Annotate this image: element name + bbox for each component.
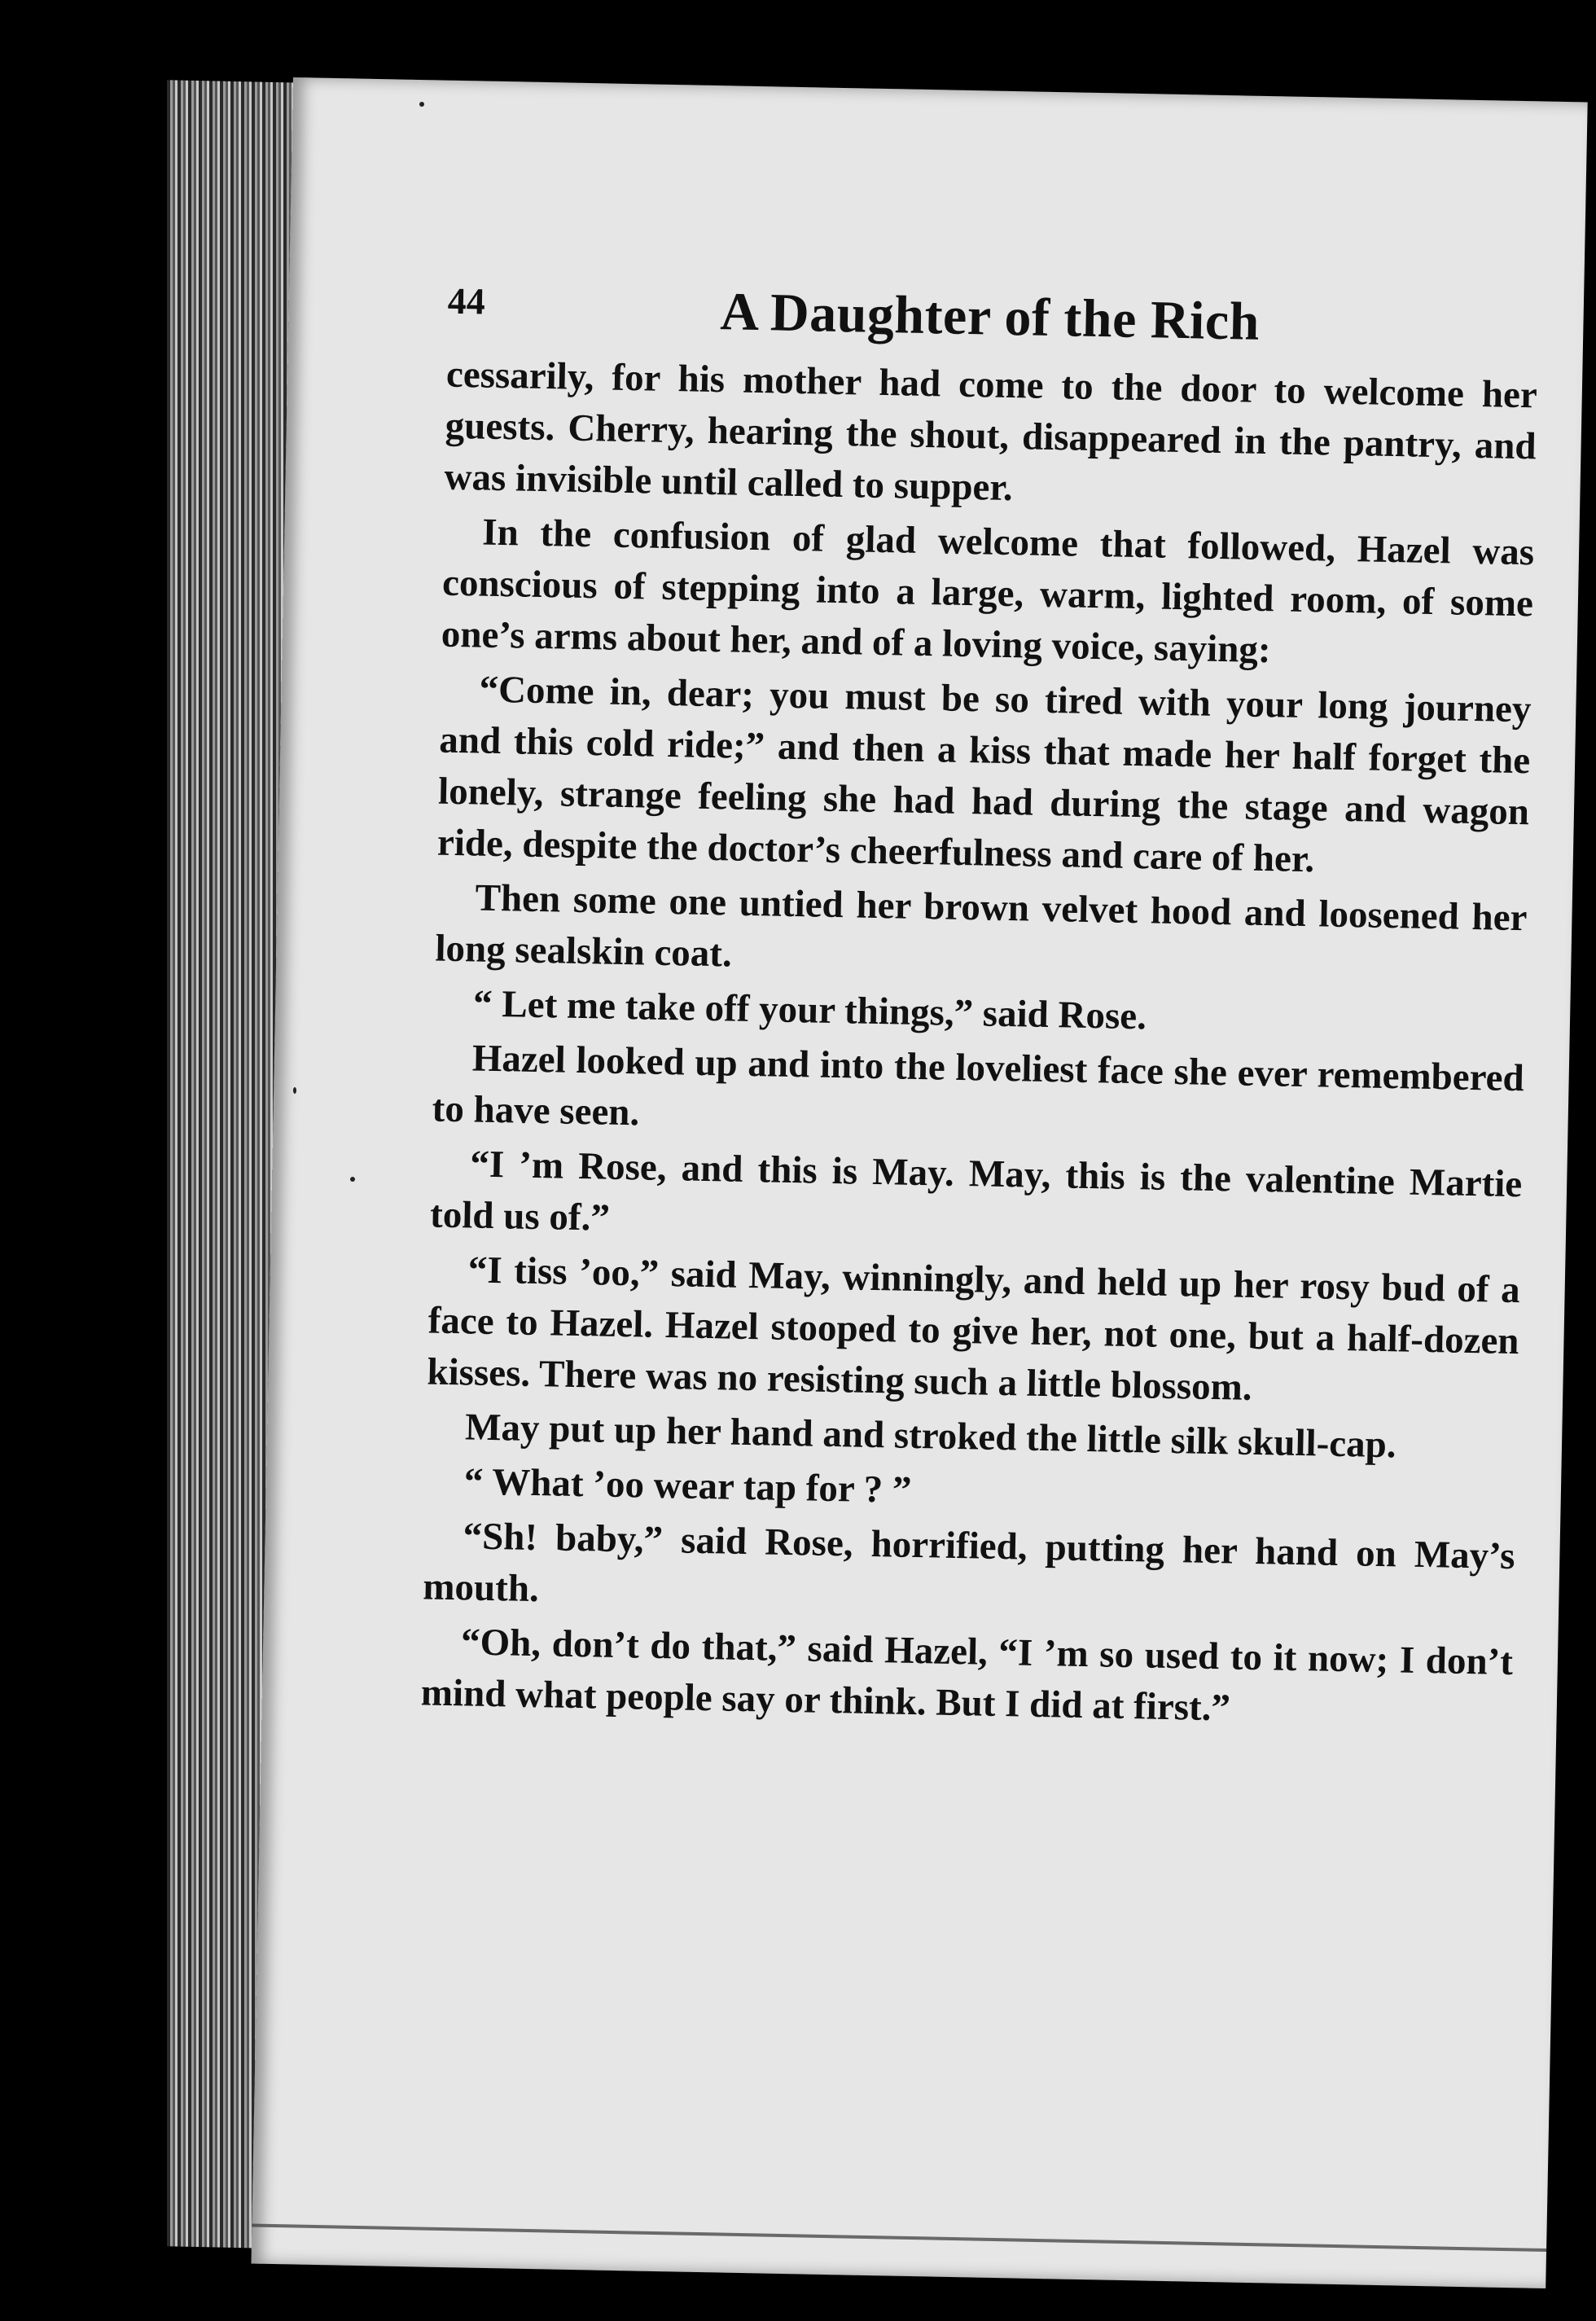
paragraph-6: Hazel looked up and into the loveliest face she ever remembered to have seen. xyxy=(432,1037,1525,1134)
book-title: A Daughter of the Rich xyxy=(719,282,1261,352)
paragraph-12: “Oh, don’t do that,” said Hazel, “I ’m so used to it now; I don’t mind what people say or think. But I did at first.” xyxy=(420,1621,1514,1730)
paragraph-3: “Come in, dear; you must be so tired with your long journey and this cold ride;” and then a kiss that made her half forget the lonely, strange feeling she had had during the stage and wagon ride, despite the doctor’s cheerfulness and care of her. xyxy=(436,668,1532,881)
paragraph-1: cessarily, for his mother had come to the door to welcome her guests. Cherry, hearing the shout, disappeared in the pantry, and was invisible until called to supper. xyxy=(444,353,1538,510)
body-text xyxy=(420,349,1537,1743)
scan-speck xyxy=(350,1177,355,1182)
paragraph-11: “Sh! baby,” said Rose, horrified, putting her hand on May’s mouth. xyxy=(422,1515,1515,1611)
book-page xyxy=(251,77,1587,2288)
paragraph-2: In the confusion of glad welcome that followed, Hazel was conscious of stepping into a large, warm, lighted room, of some one’s arms about her, and of a loving voice, saying: xyxy=(441,511,1535,672)
scan-speck xyxy=(293,1087,296,1094)
paragraph-10: “ What ’oo wear tap for ? ” xyxy=(463,1460,912,1512)
paragraph-7: “I ’m Rose, and this is May. May, this is the valentine Martie told us of.” xyxy=(429,1143,1523,1239)
page-number: 44 xyxy=(447,279,486,322)
paragraph-4: Then some one untied her brown velvet hood and loosened her long sealskin coat. xyxy=(435,876,1528,976)
scan-speck xyxy=(419,102,424,107)
paragraph-8: “I tiss ’oo,” said May, winningly, and held up her rosy bud of a face to Hazel. Hazel stooped to give her, not one, but a half-dozen kisses. There was no resisting such a little blossom. xyxy=(427,1248,1521,1409)
paragraph-5: “ Let me take off your things,” said Rose. xyxy=(472,982,1147,1038)
paragraph-9: May put up her hand and stroked the little silk skull-cap. xyxy=(464,1406,1397,1467)
page-bottom-edge xyxy=(252,2224,1546,2253)
